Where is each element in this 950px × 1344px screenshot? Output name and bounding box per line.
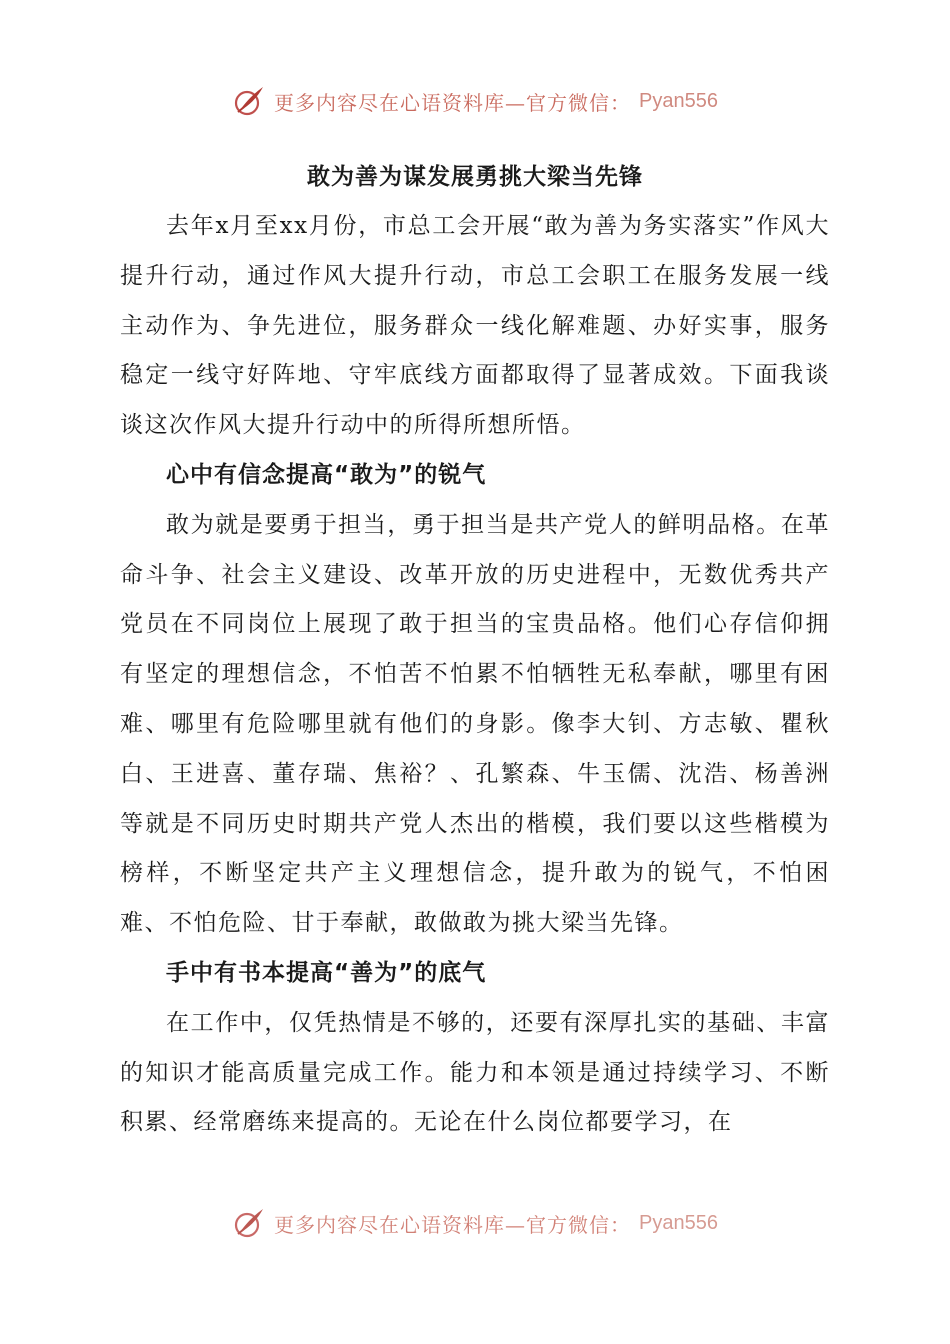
watermark-banner-top (0, 84, 950, 118)
intro-paragraph: 去年x月至xx月份，市总工会开展“敢为善为务实落实”作风大提升行动，通过作风大提升行动，市总工会职工在服务发展一线主动作为、争先进位，服务群众一线化解难题、办好实事，服务稳定一线守好阵地、守牢底线方面都取得了显著成效。下面我谈谈这次作风大提升行动中的所得所想所悟。 (120, 213, 830, 439)
document-body (120, 152, 830, 1148)
watermark-banner-bottom (0, 1206, 950, 1240)
watermark-text: 更多内容尽在心语资料库—官方微信： (274, 90, 632, 115)
watermark-text: 更多内容尽在心语资料库—官方微信： (274, 1212, 632, 1237)
section-body-1: 敢为就是要勇于担当，勇于担当是共产党人的鲜明品格。在革命斗争、社会主义建设、改革开放的历史进程中，无数优秀共产党员在不同岗位上展现了敢于担当的宝贵品格。他们心存信仰拥有坚定的理想信念，不怕苦不怕累不怕牺牲无私奉献，哪里有困难、哪里有危险哪里就有他们的身影。像李大钊、方志敏、瞿秋白、王进喜、董存瑞、焦裕？、孔繁森、牛玉儒、沈浩、杨善洲等就是不同历史时期共产党人杰出的楷模，我们要以这些楷模为榜样，不断坚定共产主义理想信念，提升敢为的锐气，不怕困难、不怕危险、甘于奉献，敢做敢为挑大梁当先锋。 (120, 511, 830, 937)
section-heading-1: 心中有信念提高“敢为”的锐气 (166, 461, 487, 488)
watermark-wechat-id: Pyan556 (639, 1211, 718, 1234)
section-body-2: 在工作中，仅凭热情是不够的，还要有深厚扎实的基础、丰富的知识才能高质量完成工作。能力和本领是通过持续学习、不断积累、经常磨练来提高的。无论在什么岗位都要学习，在 (120, 1009, 830, 1136)
section-heading-2: 手中有书本提高“善为”的底气 (166, 959, 487, 986)
document-title: 敢为善为谋发展勇挑大梁当先锋 (307, 164, 643, 190)
quill-logo-icon (232, 1206, 266, 1240)
watermark-wechat-id: Pyan556 (639, 89, 718, 112)
quill-logo-icon (232, 84, 266, 118)
